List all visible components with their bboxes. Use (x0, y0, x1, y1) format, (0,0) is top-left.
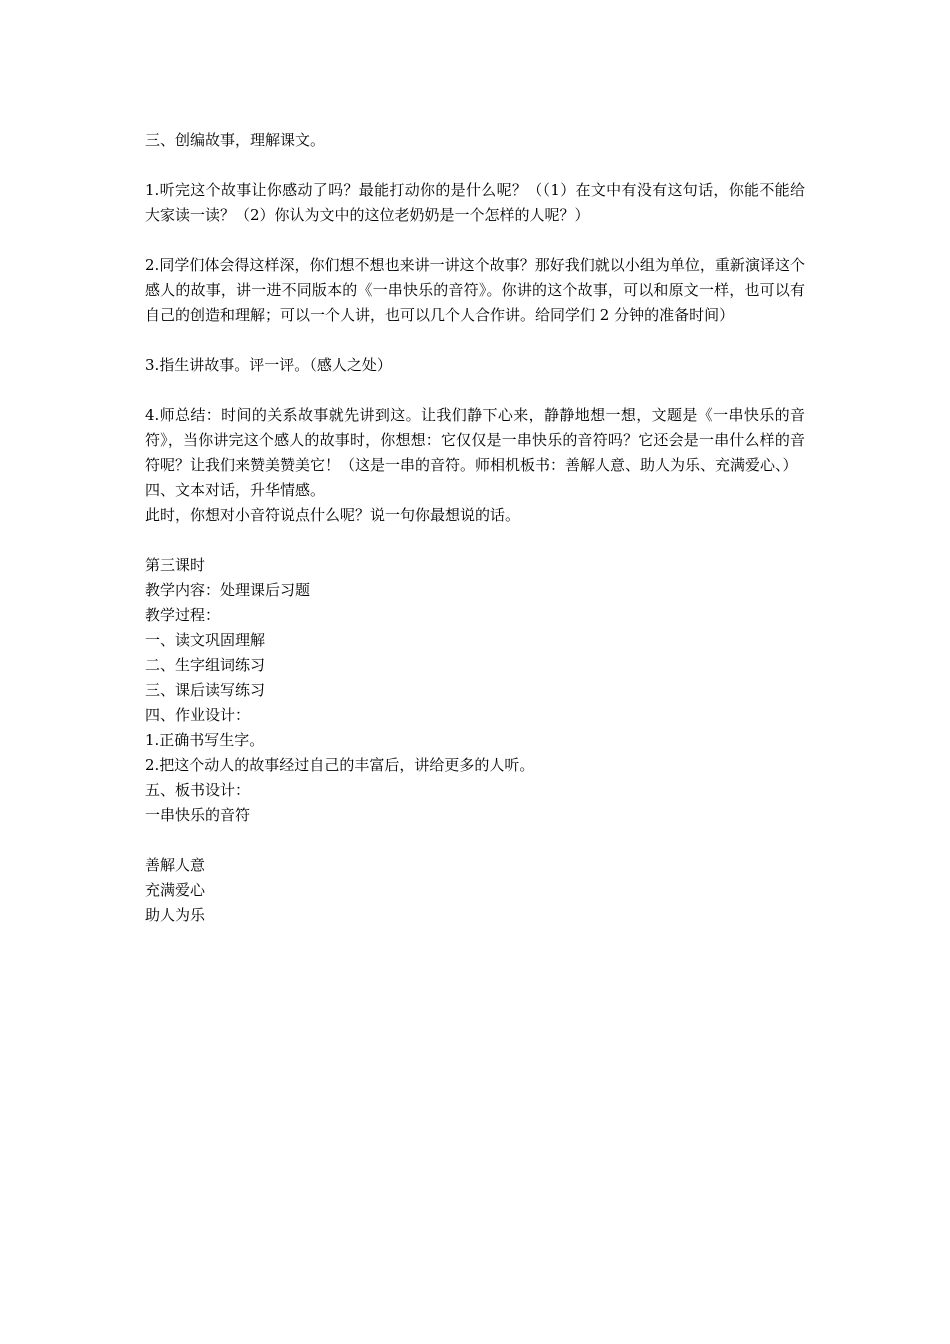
question-3: 3.指生讲故事。评一评。（感人之处） (145, 356, 392, 374)
section4-text: 此时，你想对小音符说点什么呢？说一句你最想说的话。 (145, 506, 521, 524)
step-item: 三、课后读写练习 (145, 681, 266, 699)
spacer (145, 378, 805, 403)
document-page (145, 128, 805, 928)
lesson3-title: 第三课时 (145, 556, 206, 574)
board-item: 善解人意 (145, 856, 206, 874)
question-2: 2.同学们体会得这样深，你们想不想也来讲一讲这个故事？那好我们就以小组为单位，重新演译这个感人的故事，讲一进不同版本的《一串快乐的音符》。你讲的这个故事，可以和原文一样，也可以有自己的创造和理解；可以一个人讲，也可以几个人合作讲。给同学们 2 分钟的准备时间） (145, 256, 805, 324)
board-item: 充满爱心 (145, 881, 206, 899)
board-title: 一串快乐的音符 (145, 806, 251, 824)
homework-item: 2.把这个动人的故事经过自己的丰富后，讲给更多的人听。 (145, 756, 535, 774)
step-item: 四、作业设计： (145, 706, 251, 724)
spacer (145, 828, 805, 853)
question-1: 1.听完这个故事让你感动了吗？最能打动你的是什么呢？（（1）在文中有没有这句话，你能不能给大家读一读？（2）你认为文中的这位老奶奶是一个怎样的人呢？） (145, 181, 805, 224)
board-item: 助人为乐 (145, 906, 206, 924)
spacer (145, 153, 805, 178)
lesson3-process: 教学过程： (145, 606, 221, 624)
spacer (145, 228, 805, 253)
lesson3-content: 教学内容：处理课后习题 (145, 581, 311, 599)
section3-heading: 三、创编故事，理解课文。 (145, 131, 326, 149)
homework-item: 1.正确书写生字。 (145, 731, 265, 749)
section4-heading: 四、文本对话，升华情感。 (145, 481, 326, 499)
step-item: 一、读文巩固理解 (145, 631, 266, 649)
step-item: 二、生字组词练习 (145, 656, 266, 674)
spacer (145, 328, 805, 353)
question-4: 4.师总结：时间的关系故事就先讲到这。让我们静下心来，静静地想一想，文题是《一串快乐的音符》，当你讲完这个感人的故事时，你想想：它仅仅是一串快乐的音符吗？它还会是一串什么样的音符呢？让我们来赞美赞美它！（这是一串的音符。师相机板书：善解人意、助人为乐、充满爱心、） (145, 406, 805, 474)
step-item: 五、板书设计： (145, 781, 251, 799)
spacer (145, 528, 805, 553)
